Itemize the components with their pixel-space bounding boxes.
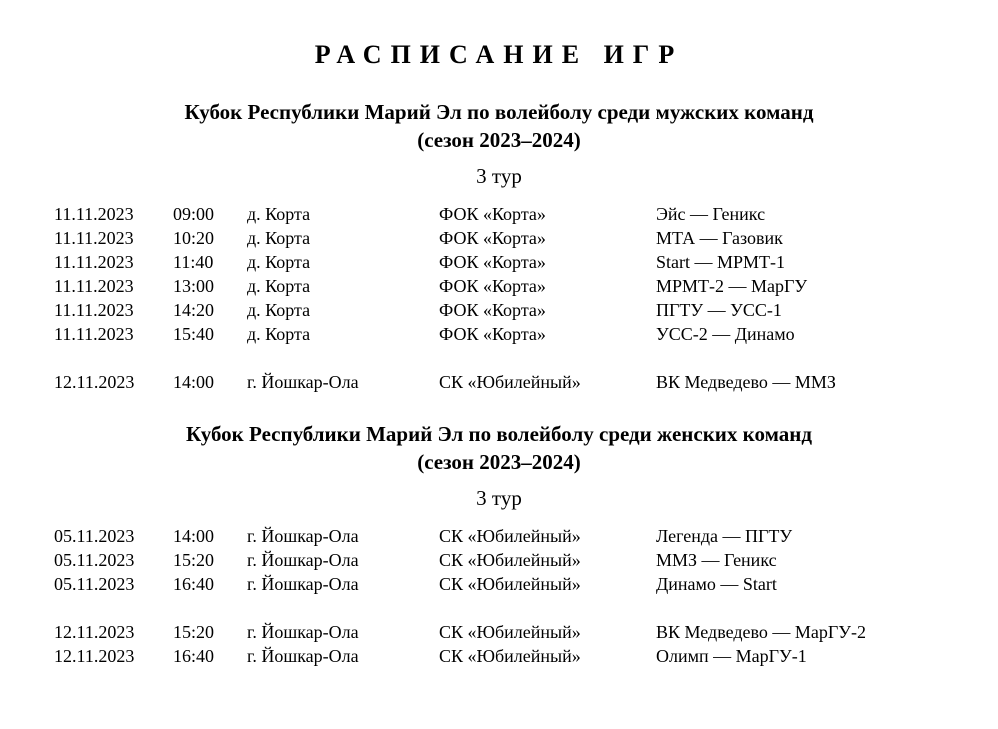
section-women [0, 420, 998, 512]
match-venue: ФОК «Корта» [439, 204, 546, 224]
table-row [0, 524, 998, 548]
match-time: 15:20 [173, 550, 215, 570]
table-row [0, 202, 998, 226]
match-time: 14:00 [173, 372, 215, 392]
match-teams: Динамо — Start [656, 574, 777, 594]
match-venue: ФОК «Корта» [439, 300, 546, 320]
table-row [0, 370, 998, 394]
match-date: 11.11.2023 [54, 228, 134, 248]
schedule-table-men [0, 202, 998, 394]
match-venue: СК «Юбилейный» [439, 646, 581, 666]
match-place: д. Корта [247, 252, 311, 272]
match-venue: ФОК «Корта» [439, 276, 546, 296]
table-row [0, 548, 998, 572]
match-time: 09:00 [173, 204, 215, 224]
schedule-table-women [0, 524, 998, 668]
table-row [0, 644, 998, 668]
match-teams: ММЗ — Геникс [656, 550, 777, 570]
match-place: д. Корта [247, 324, 311, 344]
match-time: 15:40 [173, 324, 215, 344]
match-place: г. Йошкар-Ола [247, 550, 359, 570]
match-place: г. Йошкар-Ола [247, 646, 359, 666]
match-teams: ПГТУ — УСС-1 [656, 300, 782, 320]
match-teams: ВК Медведево — МарГУ-2 [656, 622, 866, 642]
match-place: д. Корта [247, 228, 311, 248]
match-teams: УСС-2 — Динамо [656, 324, 795, 344]
match-venue: СК «Юбилейный» [439, 574, 581, 594]
section-title-line1: Кубок Республики Марий Эл по волейболу среди женских команд [186, 422, 812, 446]
match-date: 12.11.2023 [54, 622, 135, 642]
match-venue: ФОК «Корта» [439, 228, 546, 248]
match-teams: Start — МРМТ-1 [656, 252, 786, 272]
match-date: 11.11.2023 [54, 324, 134, 344]
match-teams: Эйс — Геникс [656, 204, 766, 224]
row-spacer [0, 346, 998, 370]
match-venue: СК «Юбилейный» [439, 526, 581, 546]
table-row [0, 274, 998, 298]
match-time: 16:40 [173, 646, 215, 666]
match-venue: СК «Юбилейный» [439, 622, 581, 642]
section-title-line2: (сезон 2023–2024) [417, 450, 581, 474]
match-date: 11.11.2023 [54, 276, 134, 296]
round-label: 3 тур [476, 486, 522, 510]
match-time: 10:20 [173, 228, 215, 248]
match-place: г. Йошкар-Ола [247, 574, 359, 594]
match-teams: Олимп — МарГУ-1 [656, 646, 807, 666]
table-row [0, 572, 998, 596]
match-time: 16:40 [173, 574, 215, 594]
match-venue: СК «Юбилейный» [439, 550, 581, 570]
match-date: 12.11.2023 [54, 646, 135, 666]
match-date: 11.11.2023 [54, 204, 134, 224]
match-teams: МРМТ-2 — МарГУ [656, 276, 808, 296]
match-venue: ФОК «Корта» [439, 252, 546, 272]
row-spacer [0, 596, 998, 620]
match-date: 12.11.2023 [54, 372, 135, 392]
match-time: 14:00 [173, 526, 215, 546]
table-row [0, 322, 998, 346]
match-place: д. Корта [247, 276, 311, 296]
match-time: 13:00 [173, 276, 215, 296]
match-date: 11.11.2023 [54, 252, 134, 272]
match-time: 14:20 [173, 300, 215, 320]
match-time: 11:40 [173, 252, 214, 272]
section-men [0, 98, 998, 190]
match-teams: Легенда — ПГТУ [656, 526, 793, 546]
match-date: 05.11.2023 [54, 550, 135, 570]
match-venue: ФОК «Корта» [439, 324, 546, 344]
match-date: 05.11.2023 [54, 574, 135, 594]
table-row [0, 226, 998, 250]
match-place: д. Корта [247, 204, 311, 224]
section-title-line2: (сезон 2023–2024) [417, 128, 581, 152]
section-title-line1: Кубок Республики Марий Эл по волейболу среди мужских команд [184, 100, 814, 124]
page-title: РАСПИСАНИЕ ИГР [314, 40, 684, 69]
match-date: 05.11.2023 [54, 526, 135, 546]
match-time: 15:20 [173, 622, 215, 642]
match-teams: МТА — Газовик [656, 228, 783, 248]
match-place: д. Корта [247, 300, 311, 320]
match-venue: СК «Юбилейный» [439, 372, 581, 392]
round-label: 3 тур [476, 164, 522, 188]
match-place: г. Йошкар-Ола [247, 622, 359, 642]
table-row [0, 298, 998, 322]
table-row [0, 620, 998, 644]
match-date: 11.11.2023 [54, 300, 134, 320]
match-place: г. Йошкар-Ола [247, 526, 359, 546]
match-place: г. Йошкар-Ола [247, 372, 359, 392]
match-teams: ВК Медведево — ММЗ [656, 372, 836, 392]
table-row [0, 250, 998, 274]
